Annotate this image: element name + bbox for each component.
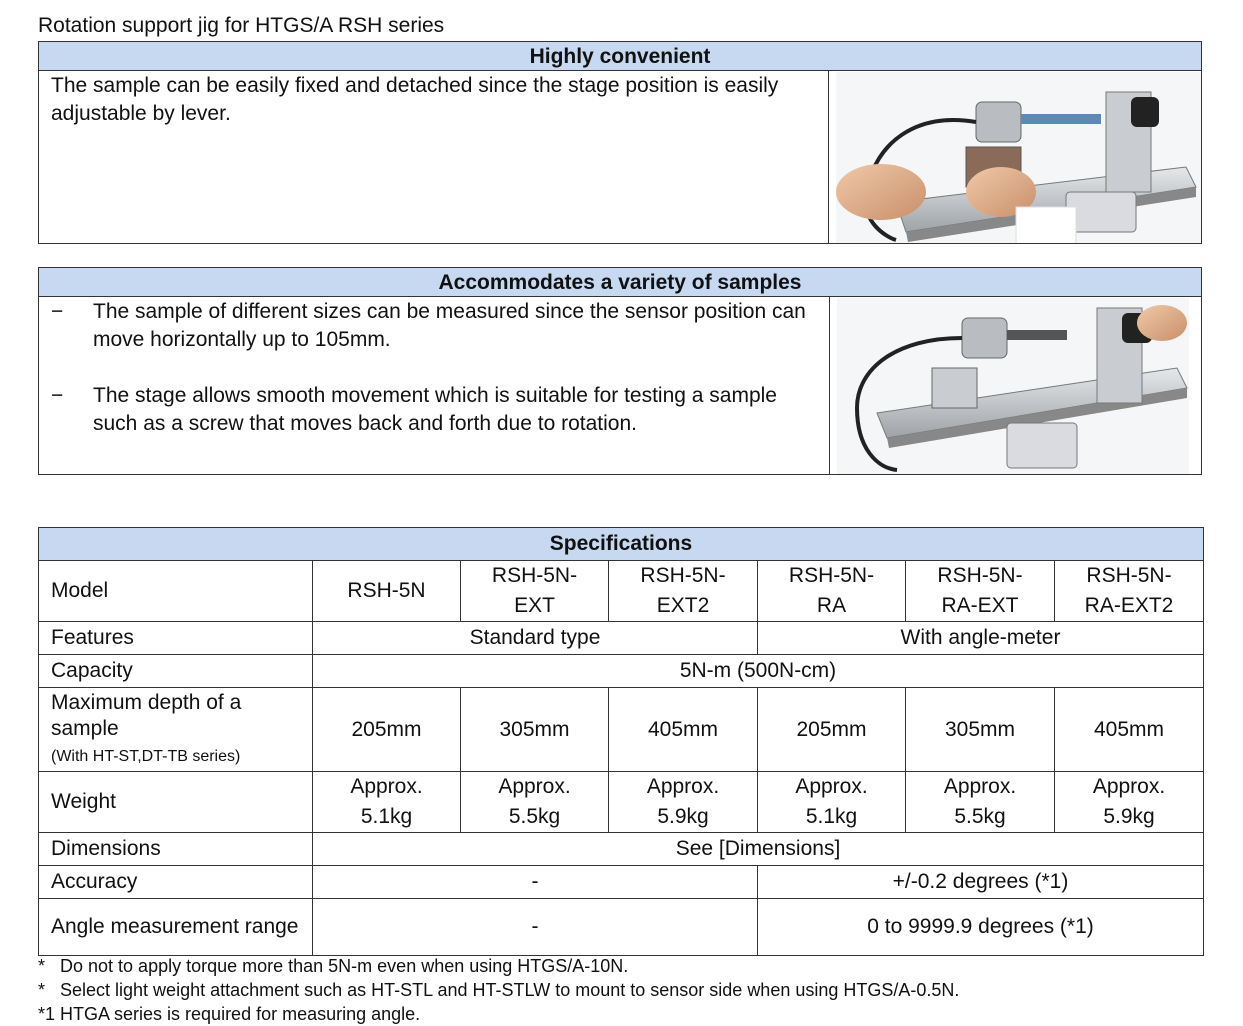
footnote: *1 HTGA series is required for measuring angle.: [38, 1004, 421, 1024]
footnote: * Do not to apply torque more than 5N-m even when using HTGS/A-10N.: [38, 956, 629, 976]
column-divider: [828, 71, 829, 243]
column-divider: [829, 297, 830, 474]
weight-prefix: Approx.: [943, 775, 1017, 798]
model-cell: [1055, 561, 1204, 622]
table-row-features: [39, 622, 1204, 655]
dimensions-cell: See [Dimensions]: [313, 833, 1204, 866]
weight-value: 5.5kg: [508, 805, 561, 828]
row-label: Angle measurement range: [39, 899, 313, 956]
features-cell: Standard type: [313, 622, 758, 655]
weight-cell: [313, 772, 461, 833]
section-header: Accommodates a variety of samples: [39, 268, 1201, 297]
model-name-line: RA-EXT2: [1084, 594, 1174, 617]
table-row-depth: [39, 688, 1204, 772]
capacity-cell: 5N-m (500N-cm): [313, 655, 1204, 688]
row-label: [39, 688, 313, 772]
weight-value: 5.1kg: [805, 805, 858, 828]
bullet-text: The stage allows smooth movement which is suitable for testing a sample such as a screw that moves back and forth due to rotation.: [93, 384, 777, 435]
footnotes: [38, 954, 959, 1026]
accuracy-cell: +/-0.2 degrees (*1): [758, 866, 1204, 899]
weight-value: 5.5kg: [954, 805, 1006, 828]
table-row-angle-range: [39, 899, 1204, 956]
product-photo-lever: [836, 72, 1201, 243]
weight-cell: [461, 772, 609, 833]
product-photo-stage: [837, 298, 1189, 474]
row-label: Weight: [39, 772, 313, 833]
weight-cell: [758, 772, 906, 833]
section-variety-of-samples: [38, 267, 1202, 475]
weight-cell: [609, 772, 758, 833]
table-row-weight: [39, 772, 1204, 833]
weight-prefix: Approx.: [646, 775, 720, 798]
angle-range-cell: 0 to 9999.9 degrees (*1): [758, 899, 1204, 956]
features-cell: With angle-meter: [758, 622, 1204, 655]
model-cell: [461, 561, 609, 622]
section-text: The sample can be easily fixed and detached since the stage position is easily adjustable by lever.: [51, 74, 779, 125]
table-row-dimensions: [39, 833, 1204, 866]
section-header: Highly convenient: [39, 42, 1201, 71]
model-cell: [906, 561, 1055, 622]
specifications-header: Specifications: [39, 528, 1204, 561]
accuracy-cell: -: [313, 866, 758, 899]
model-name-line: RSH-5N-: [937, 564, 1023, 587]
depth-cell: 405mm: [1055, 688, 1204, 772]
weight-prefix: Approx.: [498, 775, 571, 798]
weight-prefix: Approx.: [1092, 775, 1166, 798]
row-label: Accuracy: [39, 866, 313, 899]
row-label: Model: [39, 561, 313, 622]
specifications-table: [38, 527, 1204, 956]
depth-cell: 205mm: [313, 688, 461, 772]
bullet-mark: −: [51, 300, 64, 323]
model-name-line: RSH-5N-: [788, 564, 875, 587]
model-cell: [758, 561, 906, 622]
row-label-note: (With HT-ST,DT-TB series): [51, 747, 241, 765]
model-name: RSH-5N: [347, 579, 426, 602]
weight-prefix: Approx.: [350, 775, 423, 798]
weight-cell: [1055, 772, 1204, 833]
row-label: Features: [39, 622, 313, 655]
model-name-line: RSH-5N-: [491, 564, 578, 587]
depth-cell: 305mm: [461, 688, 609, 772]
table-row-capacity: [39, 655, 1204, 688]
weight-value: 5.9kg: [657, 805, 709, 828]
row-label: Dimensions: [39, 833, 313, 866]
weight-value: 5.9kg: [1103, 805, 1155, 828]
model-name-line: RA-EXT: [941, 594, 1019, 617]
footnote: * Select light weight attachment such as HT-STL and HT-STLW to mount to sensor side when using HTGS/A-0.5N.: [38, 980, 960, 1000]
row-label-text: Maximum depth of a sample: [51, 690, 242, 740]
weight-prefix: Approx.: [795, 775, 868, 798]
weight-cell: [906, 772, 1055, 833]
model-name-line: RSH-5N-: [640, 564, 726, 587]
weight-value: 5.1kg: [360, 805, 413, 828]
section-highly-convenient: [38, 41, 1202, 244]
bullet-text: The sample of different sizes can be measured since the sensor position can move horizontally up to 105mm.: [93, 300, 806, 351]
model-name-line: EXT: [514, 594, 555, 617]
table-row-model: [39, 561, 1204, 622]
bullet-mark: −: [51, 384, 64, 407]
model-cell: [313, 561, 461, 622]
depth-cell: 405mm: [609, 688, 758, 772]
depth-cell: 305mm: [906, 688, 1055, 772]
model-name-line: RSH-5N-: [1086, 564, 1172, 587]
model-name-line: RA: [816, 594, 847, 617]
page-title: Rotation support jig for HTGS/A RSH series: [38, 14, 445, 37]
model-cell: [609, 561, 758, 622]
depth-cell: 205mm: [758, 688, 906, 772]
table-row-accuracy: [39, 866, 1204, 899]
angle-range-cell: -: [313, 899, 758, 956]
model-name-line: EXT2: [656, 594, 710, 617]
row-label: Capacity: [39, 655, 313, 688]
